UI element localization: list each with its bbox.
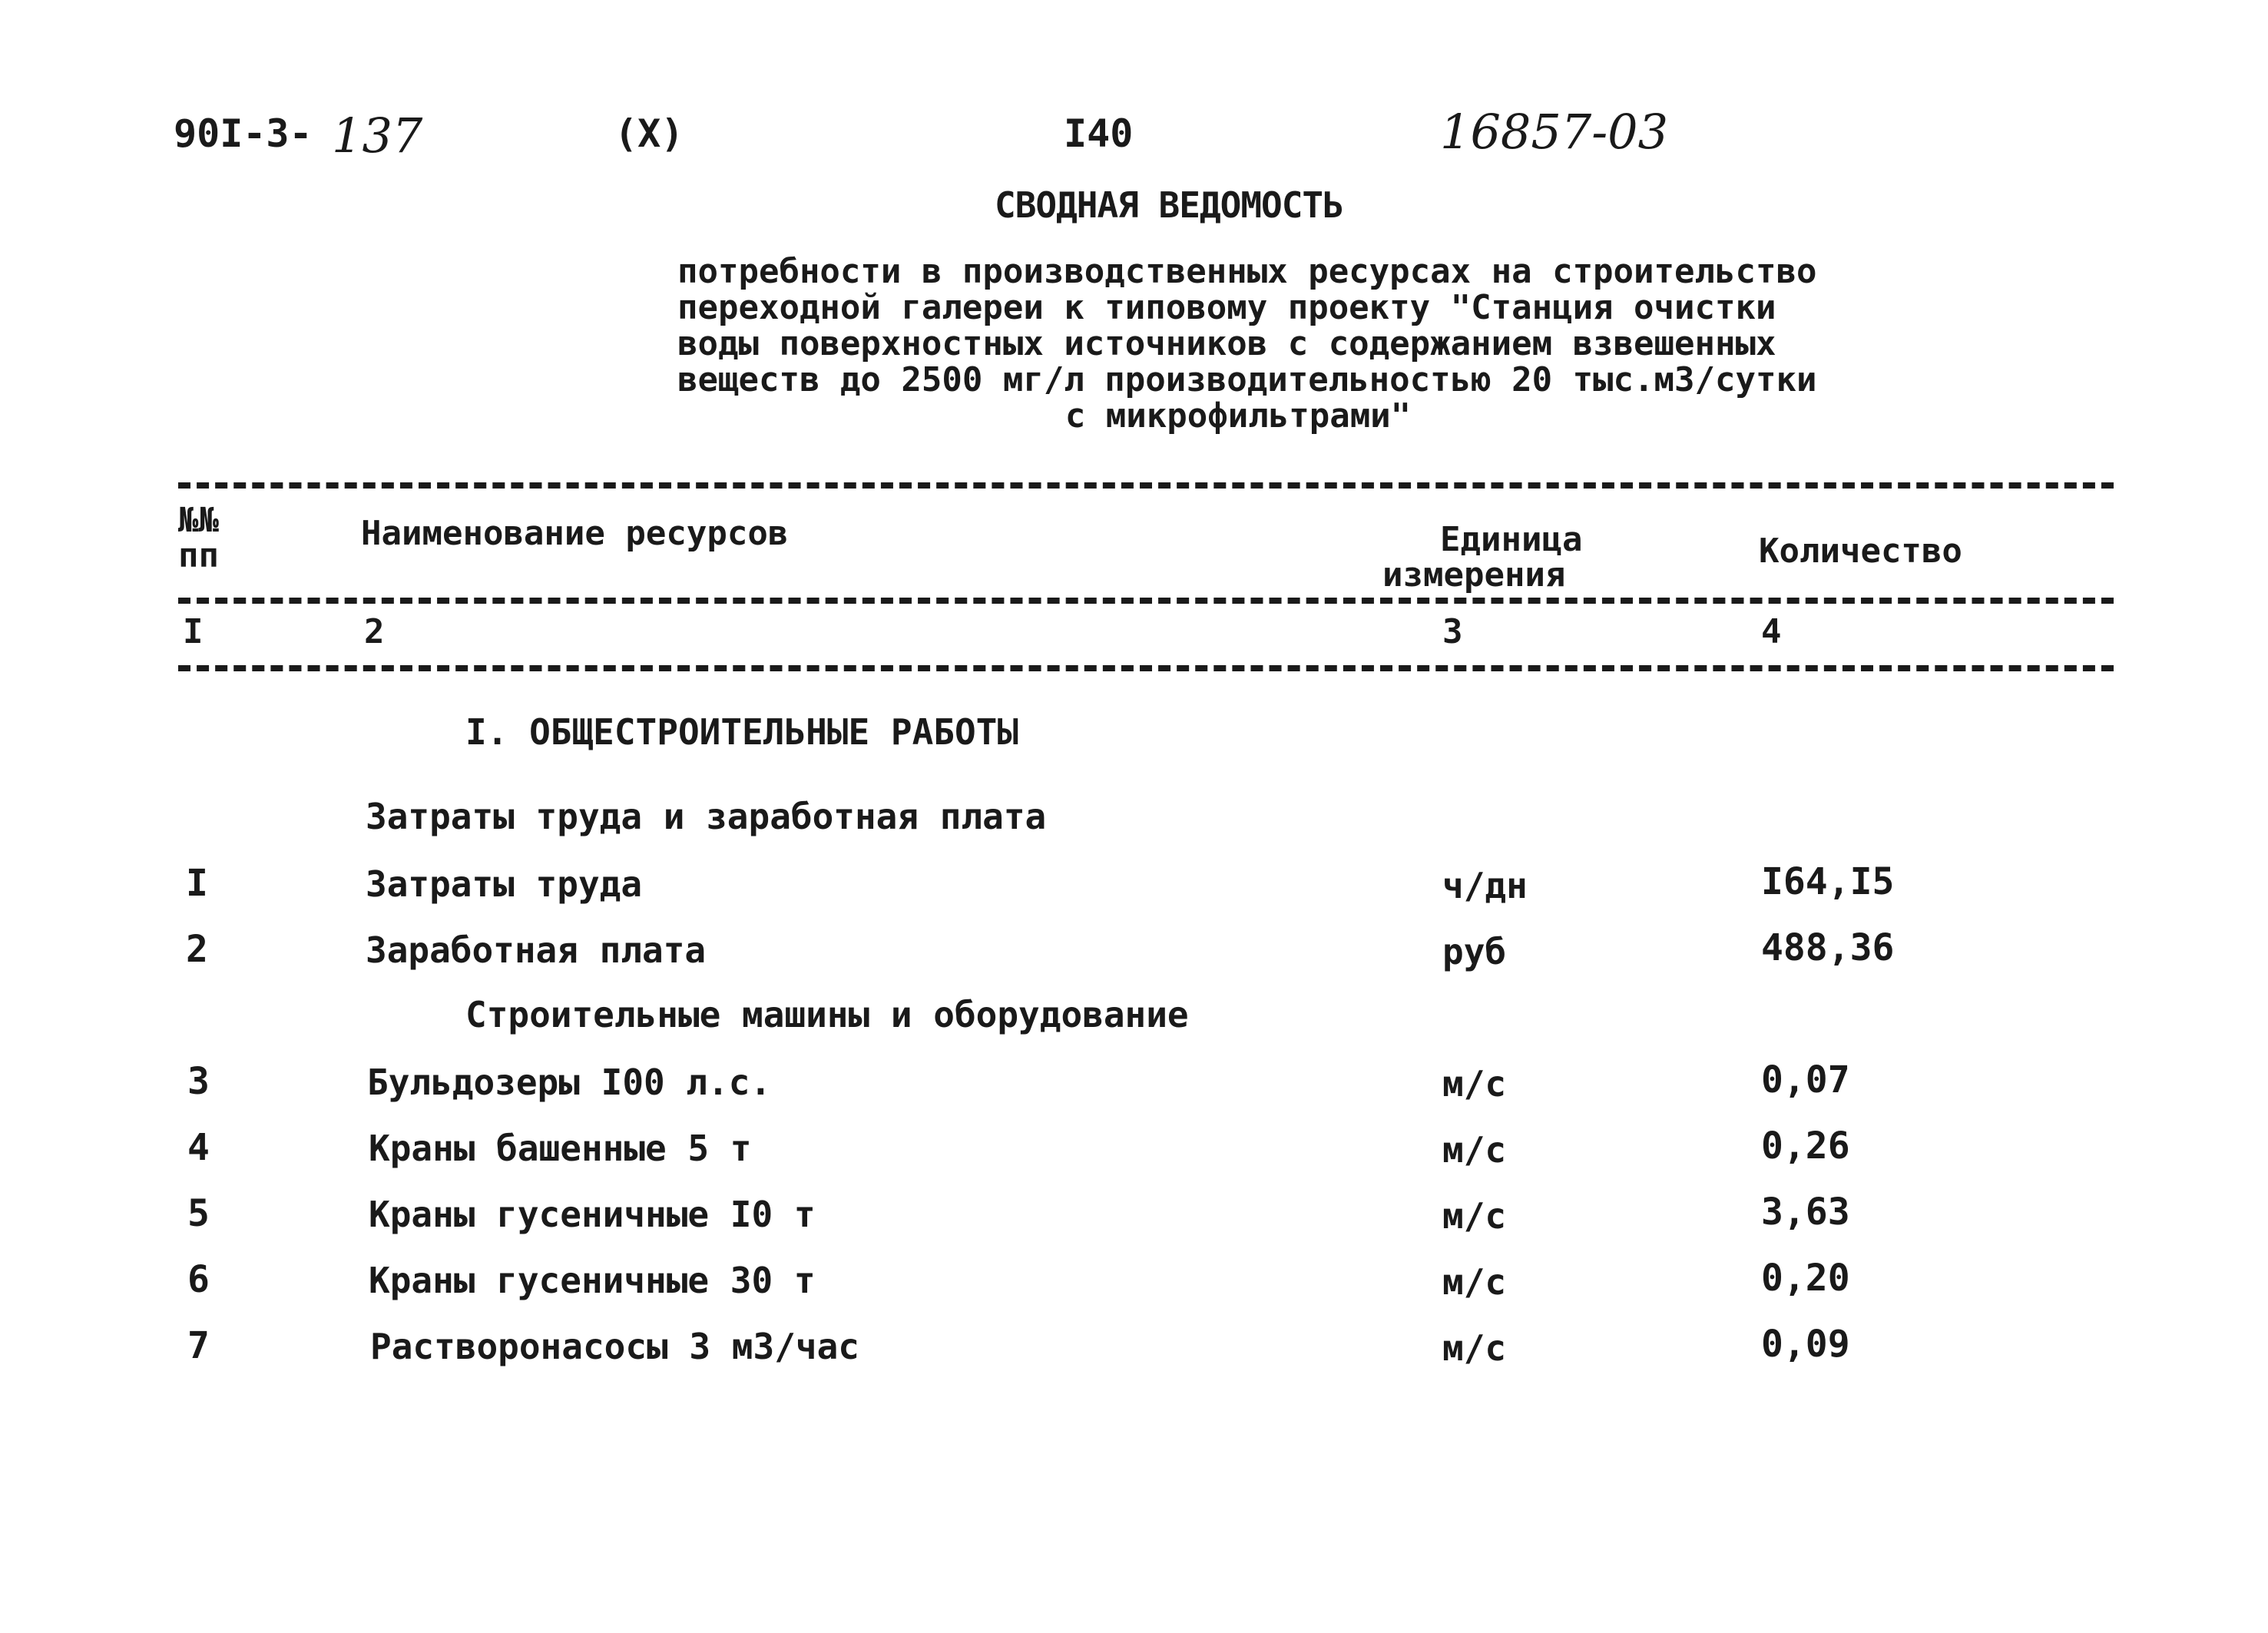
table-top-rule: [178, 482, 2114, 489]
col-number-1: I: [183, 612, 204, 651]
row-name: Краны гусеничные I0 т: [369, 1194, 816, 1235]
row-quantity: 0,09: [1761, 1323, 1850, 1366]
inventory-number-handwritten: 16857-03: [1440, 104, 1669, 160]
col-header-unit-line: Единица: [1440, 520, 1583, 559]
col-number-3: 3: [1442, 612, 1463, 651]
row-quantity: 3,63: [1761, 1191, 1850, 1234]
row-name: Заработная плата: [366, 929, 707, 971]
row-number: I: [186, 862, 208, 905]
row-quantity: 488,36: [1761, 926, 1895, 969]
subtitle-line: веществ до 2500 мг/л производительностью 20 тыс.м3/сутки: [677, 360, 1817, 399]
row-name: Растворонасосы 3 м3/час: [370, 1326, 859, 1367]
col-header-number-line: пп: [178, 536, 219, 575]
subtitle-line: воды поверхностных источников с содержанием взвешенных: [677, 324, 1776, 363]
row-name: Краны гусеничные 30 т: [369, 1260, 816, 1301]
row-name: Краны башенные 5 т: [369, 1128, 752, 1169]
row-quantity: 0,07: [1761, 1058, 1850, 1101]
row-number: 2: [186, 928, 208, 971]
row-unit: м/с: [1442, 1327, 1507, 1369]
page-number: I40: [1064, 111, 1134, 156]
row-number: 5: [187, 1192, 210, 1235]
subtitle-line: потребности в производственных ресурсах на строительство: [677, 252, 1817, 291]
row-quantity: I64,I5: [1761, 860, 1895, 903]
subtitle-line: с микрофильтрами": [1064, 396, 1412, 436]
row-quantity: 0,26: [1761, 1125, 1850, 1168]
row-unit: м/с: [1442, 1195, 1507, 1237]
document-subtitle: [677, 252, 1817, 436]
group-title-machines: Строительные машины и оборудование: [465, 994, 1189, 1035]
col-number-4: 4: [1761, 612, 1782, 651]
row-unit: ч/дн: [1442, 865, 1528, 906]
row-number: 7: [187, 1324, 210, 1367]
row-number: 4: [187, 1126, 210, 1169]
row-number: 3: [187, 1060, 210, 1103]
col-header-unit: [1382, 522, 1582, 593]
row-unit: руб: [1442, 931, 1507, 972]
row-unit: м/с: [1442, 1129, 1507, 1171]
row-unit: м/с: [1442, 1261, 1507, 1303]
table-numbers-rule: [178, 665, 2114, 671]
row-number: 6: [187, 1258, 210, 1301]
col-header-number: [178, 503, 219, 574]
row-unit: м/с: [1442, 1063, 1507, 1105]
series-prefix: 90I-3-: [174, 111, 313, 156]
row-name: Затраты труда: [366, 863, 643, 905]
col-header-name: Наименование ресурсов: [361, 514, 789, 553]
series-number-handwritten: 137: [332, 108, 423, 164]
section-title: I. ОБЩЕСТРОИТЕЛЬНЫЕ РАБОТЫ: [465, 711, 1019, 753]
col-header-quantity: Количество: [1759, 532, 1962, 571]
row-name: Бульдозеры I00 л.с.: [367, 1062, 772, 1103]
col-header-unit-line: измерения: [1382, 555, 1566, 595]
row-quantity: 0,20: [1761, 1257, 1850, 1300]
volume-label: (X): [614, 111, 684, 156]
table-header-rule: [178, 598, 2114, 604]
group-title-labor: Затраты труда и заработная плата: [366, 796, 1047, 837]
document-title: СВОДНАЯ ВЕДОМОСТЬ: [995, 184, 1343, 226]
subtitle-line: переходной галереи к типовому проекту "Станция очистки: [677, 288, 1776, 327]
col-number-2: 2: [364, 612, 385, 651]
col-header-number-line: №№: [178, 501, 219, 540]
